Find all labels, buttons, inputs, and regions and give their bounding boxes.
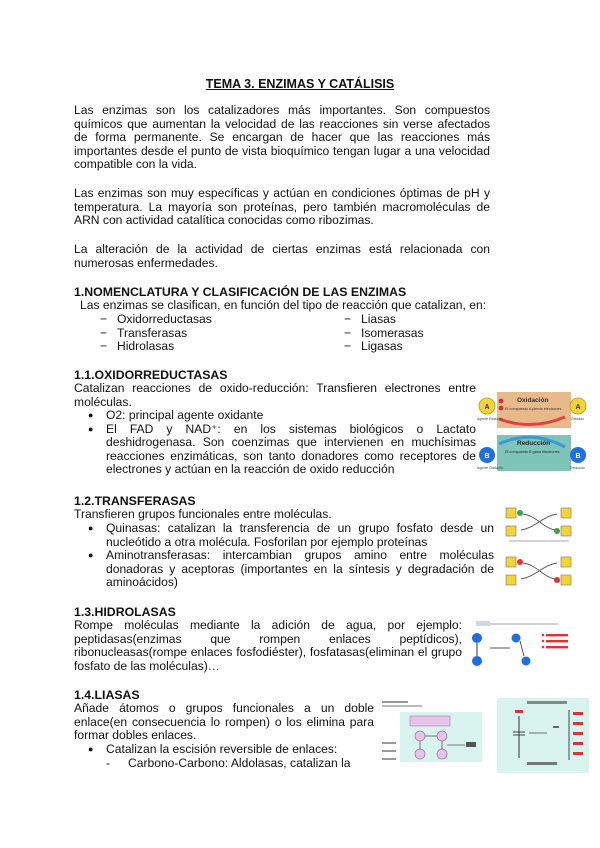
list-item: - Carbono-Carbono: Aldolasas, catalizan la [74, 757, 374, 771]
section-1-2-bullets [74, 522, 494, 590]
list-item: ● El FAD y NAD⁺: en los sistemas biológicos o Lactato deshidrogenasa. Son coenzimas que intervienen en muchísimas reacciones enzimáticas, son tanto donadores como receptores de electrones y actúan en la reacción de oxido reducción [74, 423, 476, 477]
node-a-label-right: A [575, 404, 581, 411]
section-1-heading: 1.NOMENCLATURA Y CLASIFICACIÓN DE LAS ENZIMAS [74, 285, 407, 299]
aminotransferase-diagram [503, 549, 575, 593]
list-item: ● Catalizan la escisión reversible de enlaces: [74, 743, 374, 757]
classification-list-left [80, 313, 320, 354]
list-item: ● O2: principal agente oxidante [74, 409, 476, 423]
section-1-2-heading: 1.2.TRANSFERASAS [74, 494, 196, 508]
section-1-4-text: Añade átomos o grupos funcionales a un doble enlace(en consecuencia lo rompen) o los elimina para formar dobles enlaces. [74, 701, 374, 743]
list-item: − Ligasas [324, 340, 484, 354]
section-1-lead: Las enzimas se clasifican, en función del tipo de reacción que catalizan, en: [80, 298, 487, 312]
list-item: ● Quinasas: catalizan la transferencia de un grupo fosfato desde un nucleótido a otra molécula. Fosforilan por ejemplo proteínas [74, 522, 494, 549]
lyase-diagram-1 [380, 698, 488, 774]
section-1-4-sub-items [74, 757, 374, 771]
intro-paragraph-1: Las enzimas son los catalizadores más importantes. Son compuestos químicos que aumentan la velocidad de las reacciones sin verse afectados de forma permanente. Se encargan de hacer que las reacciones más importantes desde el punto de vista bioquímico tengan lugar a una velocidad compatible con la vida. [74, 103, 490, 172]
node-b-label-right: B [575, 453, 581, 460]
list-item: ● Aminotransferasas: intercambian grupos amino entre moléculas donadoras y aceptoras (importantes en la síntesis y degradación de aminoácidos) [74, 549, 494, 590]
section-1-4-bullets [74, 743, 374, 757]
agent-reducer-label: Agente Reductor [477, 417, 504, 421]
lyase-diagram-2 [497, 698, 589, 773]
section-1-1-bullets [74, 409, 476, 477]
node-b-label: B [484, 453, 490, 460]
agent-oxidant-label: Agente Oxidante [477, 466, 504, 470]
section-1-1-heading: 1.1.OXIDORREDUCTASAS [74, 368, 228, 382]
section-1-4-heading: 1.4.LIASAS [74, 688, 140, 702]
reduction-label: Reducción [517, 440, 551, 447]
page-title: TEMA 3. ENZIMAS Y CATÁLISIS [205, 77, 395, 91]
oxidation-label: Oxidación [517, 397, 549, 404]
list-item: − Oxidorreductasas [80, 313, 320, 327]
redox-diagram [477, 389, 589, 474]
list-item: − Hidrolasas [80, 340, 320, 354]
list-item: − Liasas [324, 313, 484, 327]
oxidation-sub: El compuesto A pierde electrones [505, 407, 562, 411]
intro-paragraph-3: La alteración de la actividad de ciertas enzimas está relacionada con numerosas enfermedades. [74, 242, 490, 270]
section-1-3-text: Rompe moléculas mediante la adición de agua, por ejemplo: peptidasas(enzimas que rompen enlaces peptídicos), ribonucleasas(rompe enlaces fosfodiéster), fosfatasas(eliminan el grupo fosfato de las moléculas)… [74, 618, 462, 673]
intro-paragraph-2: Las enzimas son muy específicas y actúan en condiciones óptimas de pH y temperatura. La mayoría son proteínas, pero también macromoléculas de ARN con actividad catalítica conocidas como ribozimas. [74, 186, 490, 228]
reduced-label: Reducido [570, 466, 585, 470]
section-1-1-text: Catalizan reacciones de oxido-reducción: Transfieren electrones entre moléculas. [74, 381, 476, 409]
node-a-label: A [484, 404, 490, 411]
hydrolase-diagram [468, 616, 590, 676]
reduction-sub: El compuesto B gana electrones [505, 450, 560, 454]
list-item: − Transferasas [80, 327, 320, 341]
section-1-3-heading: 1.3.HIDROLASAS [74, 605, 176, 619]
list-item: − Isomerasas [324, 327, 484, 341]
classification-list-right [324, 313, 484, 354]
oxidized-label: Oxidado [571, 417, 585, 421]
kinase-diagram [503, 500, 575, 544]
section-1-2-text: Transfieren grupos funcionales entre moléculas. [74, 507, 332, 521]
